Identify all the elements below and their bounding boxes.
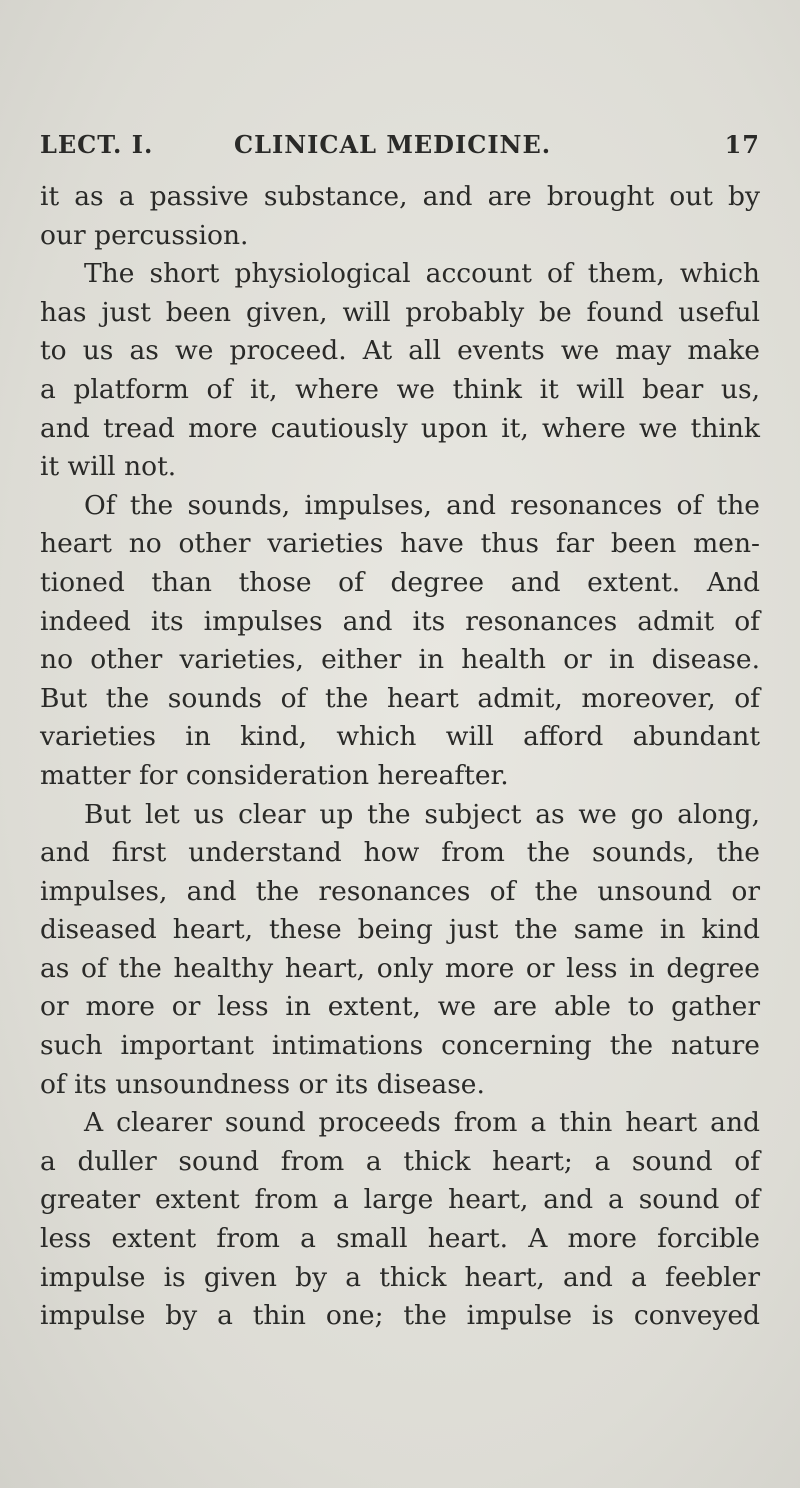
text-line: a duller sound from a thick heart; a sound of xyxy=(40,1145,760,1177)
text-line: But the sounds of the heart admit, moreover, of xyxy=(40,682,760,714)
text-line: impulse is given by a thick heart, and a feebler xyxy=(40,1261,760,1293)
book-title: CLINICAL MEDICINE. xyxy=(234,130,552,159)
text-line: of its unsoundness or its disease. xyxy=(40,1068,485,1100)
text-line: as of the healthy heart, only more or less in degree xyxy=(40,952,760,984)
page-number: 17 xyxy=(724,130,760,159)
text-line: and tread more cautiously upon it, where we think xyxy=(40,412,760,444)
text-line: such important intimations concerning the nature xyxy=(40,1030,760,1062)
paragraph-start-line: But let us clear up the subject as we go along, xyxy=(84,798,760,830)
text-line: to us as we proceed. At all events we may make xyxy=(40,335,760,367)
text-line: and first understand how from the sounds, the xyxy=(40,837,760,869)
text-line: heart no other varieties have thus far been men- xyxy=(40,528,760,560)
body-text xyxy=(40,178,760,1336)
text-line: greater extent from a large heart, and a sound of xyxy=(40,1184,760,1216)
text-line: diseased heart, these being just the same in kind xyxy=(40,914,760,946)
text-line: less extent from a small heart. A more forcible xyxy=(40,1223,760,1255)
text-line: has just been given, will probably be found useful xyxy=(40,296,760,328)
running-head xyxy=(40,130,760,162)
text-line: our percussion. xyxy=(40,219,249,251)
lecture-label: LECT. I. xyxy=(40,130,154,159)
text-line: impulse by a thin one; the impulse is conveyed xyxy=(40,1300,760,1332)
paragraph-start-line: Of the sounds, impulses, and resonances of the xyxy=(84,489,760,521)
text-line: impulses, and the resonances of the unsound or xyxy=(40,875,760,907)
paragraph-start-line: A clearer sound proceeds from a thin heart and xyxy=(84,1107,760,1139)
text-line: matter for consideration hereafter. xyxy=(40,759,509,791)
text-line: or more or less in extent, we are able to gather xyxy=(40,991,760,1023)
text-line: a platform of it, where we think it will bear us, xyxy=(40,373,760,405)
text-line: tioned than those of degree and extent. And xyxy=(40,566,760,598)
text-line: varieties in kind, which will afford abundant xyxy=(40,721,760,753)
paragraph-start-line: The short physiological account of them, which xyxy=(84,258,760,290)
text-line: it will not. xyxy=(40,451,177,483)
text-line: indeed its impulses and its resonances admit of xyxy=(40,605,760,637)
text-line: it as a passive substance, and are brought out by xyxy=(40,181,760,212)
text-line: no other varieties, either in health or in disease. xyxy=(40,644,760,676)
